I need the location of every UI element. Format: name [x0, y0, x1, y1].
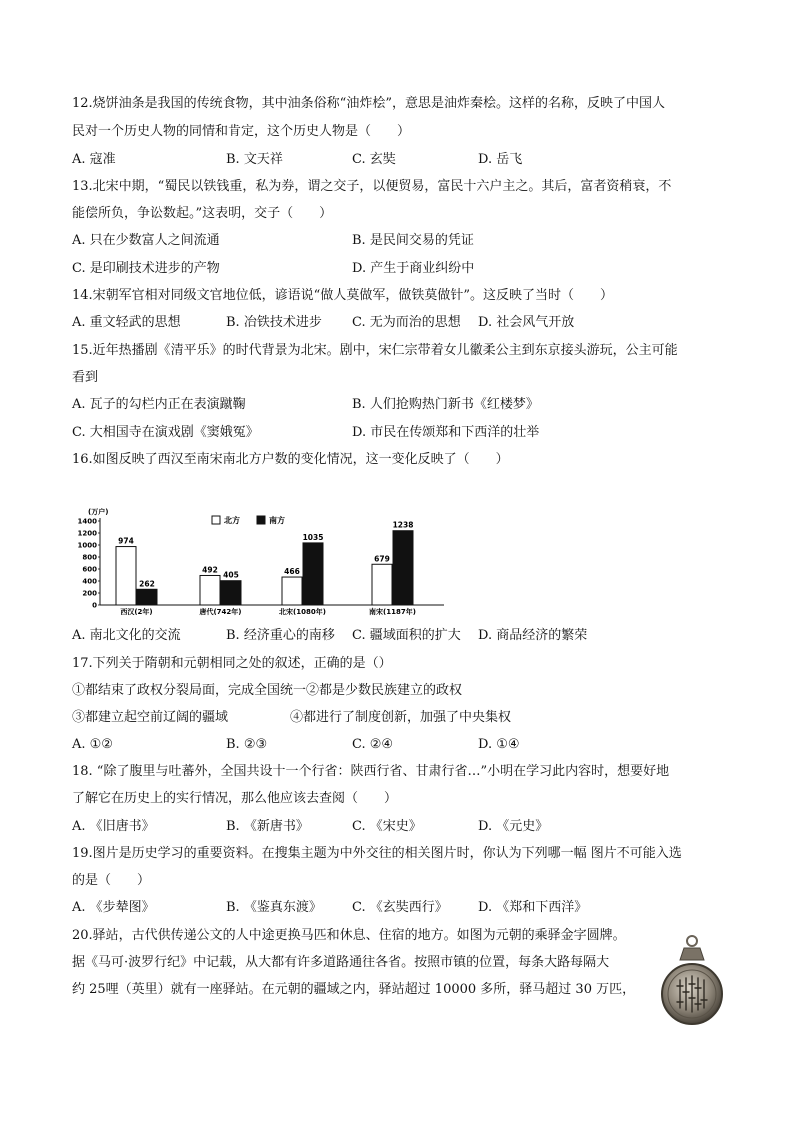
q19-stem-line2: 的是（ ） [72, 873, 151, 888]
q18-option-a: A. 《旧唐书》 [72, 819, 155, 834]
bar-south [303, 543, 323, 605]
q16-stem-line1: 16.如图反映了西汉至南宋南北方户数的变化情况，这一变化反映了（ ） [72, 452, 509, 467]
q13-stem-line1: 13.北宋中期，“蜀民以铁钱重，私为券，谓之交子，以便贸易，富民十六户主之。其后，富者资稍衰，不 [72, 179, 672, 194]
q15-stem-line1: 15.近年热播剧《清平乐》的时代背景为北宋。剧中，宋仁宗带着女儿徽柔公主到东京接头游玩，公主可能 [72, 343, 678, 358]
y-tick-label: 0 [92, 601, 97, 610]
bar-north [282, 577, 302, 605]
q20-stem-line1: 20.驿站，古代供传递公文的人中途更换马匹和休息、住宿的地方。如图为元朝的乘驿金字圆牌。 [72, 928, 626, 943]
q17-option-a: A. ①② [72, 737, 113, 752]
q16-option-b: B. 经济重心的南移 [226, 628, 335, 643]
bar-value-label: 679 [374, 554, 390, 564]
bar-value-label: 1035 [302, 532, 324, 542]
bar-value-label: 492 [202, 565, 218, 575]
q18-stem-line1: 18. “除了腹里与吐蕃外，全国共设十一个行省：陕西行省、甘肃行省…”小明在学习此内容时，想要好地 [72, 764, 670, 779]
q15-option-c: C. 大相国寺在演戏剧《窦娥冤》 [72, 425, 259, 440]
y-tick-label: 1400 [77, 517, 97, 526]
q17-statement-3: ③都建立起空前辽阔的疆域 [72, 710, 229, 725]
q19-option-a: A. 《步辇图》 [72, 900, 155, 915]
q17-option-b: B. ②③ [226, 737, 268, 752]
q15-option-a: A. 瓦子的勾栏内正在表演蹴鞠 [72, 397, 246, 412]
q12-stem-line2: 民对一个历史人物的同情和肯定，这个历史人物是（ ） [72, 124, 411, 139]
q15-stem-line2: 看到 [72, 370, 99, 385]
q18-option-b: B. 《新唐书》 [226, 819, 309, 834]
bars-group [116, 521, 416, 616]
q13-option-c: C. 是印刷技术进步的产物 [72, 261, 220, 276]
q19-stem-line1: 19.图片是历史学习的重要资料。在搜集主题为中外交往的相关图片时，你认为下列哪一幅 图片不可能入选 [72, 846, 682, 861]
q20-stem-line3: 约 25哩（英里）就有一座驿站。在元朝的疆域之内，驿站超过 10000 多所，驿马超过 30 万匹， [72, 982, 636, 997]
q19-option-c: C. 《玄奘西行》 [352, 900, 448, 915]
q12-option-b: B. 文天祥 [226, 152, 283, 167]
chart-legend [212, 515, 285, 525]
q12-option-d: D. 岳飞 [478, 152, 523, 167]
chart-unit-label: (万户) [88, 508, 109, 516]
bar-north [200, 575, 220, 605]
q15-option-b: B. 人们抢购热门新书《红楼梦》 [352, 397, 539, 412]
legend-swatch-south [257, 516, 265, 524]
q17-statement-4: ④都进行了制度创新，加强了中央集权 [290, 710, 512, 725]
legend-swatch-north [212, 516, 220, 524]
q13-option-d: D. 产生于商业纠纷中 [352, 261, 475, 276]
legend-label-south: 南方 [269, 516, 285, 525]
category-label: 西汉(2年) [120, 608, 153, 616]
q18-option-d: D. 《元史》 [478, 819, 549, 834]
q13-stem-line2: 能偿所负，争讼数起。”这表明，交子（ ） [72, 206, 333, 221]
q17-stem-line1: 17.下列关于隋朝和元朝相同之处的叙述，正确的是（） [72, 656, 392, 671]
q19-option-b: B. 《鉴真东渡》 [226, 900, 322, 915]
y-tick-label: 1200 [77, 529, 97, 538]
category-label: 唐代(742年) [199, 608, 242, 616]
q14-option-c: C. 无为而治的思想 [352, 315, 461, 330]
bar-north [116, 547, 136, 605]
bar-value-label: 405 [223, 570, 239, 580]
y-tick-label: 600 [82, 565, 97, 574]
y-tick-label: 800 [82, 553, 97, 562]
category-label: 北宋(1080年) [279, 608, 326, 616]
q12-option-c: C. 玄奘 [352, 152, 396, 167]
y-tick-label: 200 [82, 589, 97, 598]
bar-south [137, 589, 157, 605]
q19-option-d: D. 《郑和下西洋》 [478, 900, 588, 915]
q15-option-d: D. 市民在传颂郑和下西洋的壮举 [352, 425, 540, 440]
q16-option-d: D. 商品经济的繁荣 [478, 628, 588, 643]
q13-option-a: A. 只在少数富人之间流通 [72, 233, 220, 248]
q18-option-c: C. 《宋史》 [352, 819, 422, 834]
q14-option-d: D. 社会风气开放 [478, 315, 575, 330]
y-tick-label: 400 [82, 577, 97, 586]
q12-option-a: A. 寇准 [72, 152, 116, 167]
q14-option-a: A. 重文轻武的思想 [72, 315, 181, 330]
q17-option-c: C. ②④ [352, 737, 394, 752]
q12-stem-line1: 12.烧饼油条是我国的传统食物，其中油条俗称“油炸桧”，意思是油炸秦桧。这样的名称，反映了中国人 [72, 96, 665, 111]
legend-label-north: 北方 [224, 516, 240, 525]
q14-option-b: B. 冶铁技术进步 [226, 315, 322, 330]
bar-value-label: 262 [139, 579, 155, 589]
category-label: 南宋(1187年) [369, 608, 416, 616]
bar-value-label: 974 [118, 536, 134, 546]
y-tick-label: 1000 [77, 541, 97, 550]
q18-stem-line2: 了解它在历史上的实行情况，那么他应该去查阅（ ） [72, 791, 398, 806]
yuan-golden-plaque-image [660, 934, 724, 1032]
q17-option-d: D. ①④ [478, 737, 520, 752]
bar-south [393, 531, 413, 605]
q16-option-a: A. 南北文化的交流 [72, 628, 181, 643]
q13-option-b: B. 是民间交易的凭证 [352, 233, 474, 248]
bar-north [372, 564, 392, 605]
q20-stem-line2: 据《马可·波罗行纪》中记载，从大都有许多道路通往各省。按照市镇的位置，每条大路每隔大 [72, 955, 610, 970]
q14-stem-line1: 14.宋朝军官相对同级文官地位低，谚语说“做人莫做军，做铁莫做针”。这反映了当时（ ） [72, 288, 613, 303]
q16-option-c: C. 疆域面积的扩大 [352, 628, 461, 643]
households-bar-chart [72, 508, 447, 623]
bar-south [221, 581, 241, 605]
q17-stem-line2: ①都结束了政权分裂局面，完成全国统一②都是少数民族建立的政权 [72, 683, 463, 698]
bar-value-label: 1238 [392, 520, 414, 530]
bar-value-label: 466 [284, 567, 300, 577]
